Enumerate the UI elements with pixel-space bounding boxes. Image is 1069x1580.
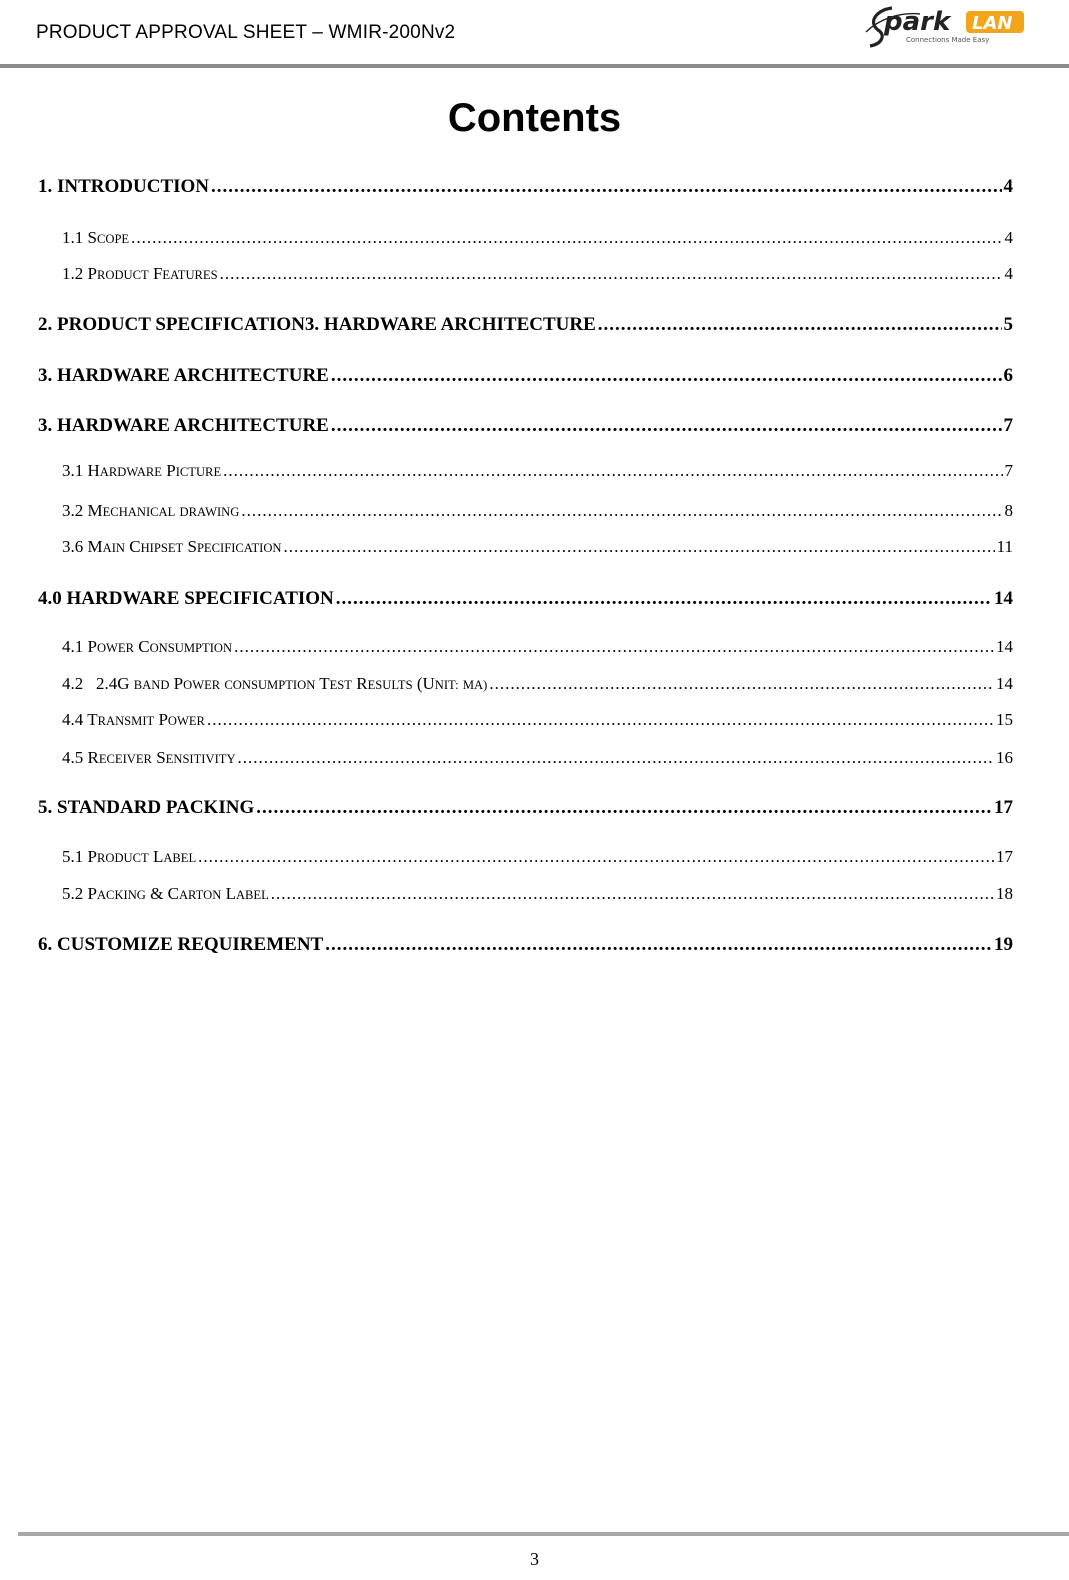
toc-leader-dots: [331, 365, 1002, 387]
toc-entry-page: 14: [996, 637, 1013, 656]
toc-entry[interactable]: [38, 637, 1013, 657]
toc-entry-text: PRODUCT FEATURES: [87, 264, 218, 283]
toc-leader-dots: [271, 884, 994, 904]
toc-entry-number: 3.2: [62, 501, 84, 520]
toc-leader-dots: [256, 797, 992, 819]
toc-entry-text: 2.4G BAND POWER CONSUMPTION TEST RESULTS (UNIT: MA): [96, 674, 488, 693]
toc-entry-number: 4.2: [62, 674, 84, 693]
toc-leader-dots: [598, 314, 1002, 336]
toc-entry-page: 16: [996, 748, 1013, 767]
toc-entry-page: 8: [1004, 501, 1013, 520]
toc-entry-page: 4: [1004, 228, 1013, 247]
toc-entry-label: [62, 228, 129, 248]
toc-entry-text: PRODUCT LABEL: [87, 847, 197, 866]
toc-entry[interactable]: [38, 748, 1013, 768]
toc-entry-number: 3.6: [62, 537, 84, 556]
toc-entry[interactable]: [38, 228, 1013, 248]
toc-entry-number: 4.1: [62, 637, 84, 656]
toc-entry-label: [38, 797, 254, 819]
toc-entry-number: 4.4: [62, 710, 84, 729]
toc-entry-label: [62, 637, 232, 657]
toc-leader-dots: [325, 934, 992, 956]
toc-entry[interactable]: [38, 176, 1013, 198]
page-number: 3: [530, 1549, 539, 1569]
toc-entry-text: CUSTOMIZE REQUIREMENT: [57, 934, 324, 955]
toc-entry-page: 11: [996, 537, 1013, 556]
toc-entry-text: PRODUCT SPECIFICATION3. HARDWARE ARCHITECTURE: [57, 314, 596, 335]
toc-leader-dots: [331, 415, 1002, 437]
toc-entry[interactable]: [38, 501, 1013, 521]
toc-entry-text: INTRODUCTION: [57, 176, 210, 197]
toc-entry[interactable]: [38, 674, 1013, 694]
toc-entry-text: HARDWARE PICTURE: [87, 461, 222, 480]
toc-entry[interactable]: [38, 264, 1013, 284]
toc-entry[interactable]: [38, 461, 1013, 481]
toc-entry-number: 6.: [38, 934, 53, 955]
toc-entry[interactable]: [38, 797, 1013, 819]
toc-leader-dots: [207, 710, 994, 730]
toc-leader-dots: [234, 637, 994, 657]
toc-entry[interactable]: [38, 847, 1013, 867]
toc-entry-number: 5.: [38, 797, 53, 818]
toc-entry-number: 1.2: [62, 264, 84, 283]
toc-entry-label: [38, 176, 209, 198]
toc-entry-label: [62, 710, 205, 730]
toc-entry[interactable]: [38, 365, 1013, 387]
toc-entry-label: [62, 537, 282, 557]
toc-leader-dots: [220, 264, 1003, 284]
toc-entry-number: 3.: [38, 415, 53, 436]
toc-entry-number: 5.2: [62, 884, 84, 903]
toc-entry[interactable]: [38, 314, 1013, 336]
toc-entry-page: 7: [1003, 415, 1013, 436]
toc-entry-text: HARDWARE ARCHITECTURE: [57, 415, 329, 436]
toc-entry-number: 4.5: [62, 748, 84, 767]
toc-entry[interactable]: [38, 537, 1013, 557]
toc-entry-page: 4: [1004, 264, 1013, 283]
toc-entry-page: 14: [996, 674, 1013, 693]
toc-entry-label: [38, 365, 329, 387]
toc-entry-page: 17: [994, 797, 1013, 818]
toc-entry-text: PACKING & CARTON LABEL: [87, 884, 269, 903]
toc-entry-label: [62, 461, 221, 481]
toc-entry-label: [62, 264, 218, 284]
toc-entry[interactable]: [38, 588, 1013, 610]
toc-entry-page: 4: [1003, 176, 1013, 197]
logo-tagline: Connections Made Easy: [906, 36, 990, 44]
logo-lan-text: LAN: [972, 13, 1013, 34]
toc-entry-label: [38, 314, 596, 336]
toc-entry-page: 18: [996, 884, 1013, 903]
toc-entry-number: 1.1: [62, 228, 84, 247]
toc-entry-label: [62, 748, 236, 768]
toc-entry-label: [38, 934, 323, 956]
toc-entry-page: 6: [1003, 365, 1013, 386]
toc-entry-page: 17: [996, 847, 1013, 866]
toc-leader-dots: [223, 461, 1002, 481]
toc-leader-dots: [238, 748, 994, 768]
toc-leader-dots: [198, 847, 994, 867]
toc-leader-dots: [241, 501, 1002, 521]
toc-entry-label: [38, 588, 334, 610]
toc-entry[interactable]: [38, 934, 1013, 956]
toc-entry-page: 5: [1003, 314, 1013, 335]
toc-entry-text: MECHANICAL DRAWING: [87, 501, 240, 520]
contents-title: Contents: [447, 96, 622, 140]
toc-entry-number: 3.1: [62, 461, 84, 480]
toc-entry-label: [62, 674, 487, 694]
toc-leader-dots: [336, 588, 992, 610]
toc-entry-number: 2.: [38, 314, 53, 335]
toc-leader-dots: [284, 537, 995, 557]
toc-entry-label: [62, 847, 196, 867]
toc-leader-dots: [211, 176, 1001, 198]
toc-leader-dots: [131, 228, 1002, 248]
toc-entry-number: 1.: [38, 176, 53, 197]
toc-entry-text: STANDARD PACKING: [57, 797, 255, 818]
toc-entry-page: 19: [994, 934, 1013, 955]
toc-entry[interactable]: [38, 884, 1013, 904]
sparklan-logo: [862, 4, 1030, 48]
toc-entry-label: [62, 884, 269, 904]
header-title: PRODUCT APPROVAL SHEET – WMIR-200Nv2: [36, 22, 456, 43]
toc-entry[interactable]: [38, 415, 1013, 437]
toc-entry-text: MAIN CHIPSET SPECIFICATION: [87, 537, 282, 556]
toc-entry-text: SCOPE: [87, 228, 130, 247]
toc-entry-text: RECEIVER SENSITIVITY: [87, 748, 236, 767]
toc-entry-text: HARDWARE SPECIFICATION: [66, 588, 334, 609]
toc-entry-number: 4.0: [38, 588, 62, 609]
toc-entry-number: 5.1: [62, 847, 84, 866]
toc-entry-text: POWER CONSUMPTION: [87, 637, 233, 656]
footer-rule: [18, 1532, 1069, 1536]
toc-entry-page: 7: [1004, 461, 1013, 480]
toc-entry-text: HARDWARE ARCHITECTURE: [57, 365, 329, 386]
toc-entry-number: 3.: [38, 365, 53, 386]
toc-entry[interactable]: [38, 710, 1013, 730]
toc-leader-dots: [489, 674, 994, 694]
toc-entry-page: 14: [994, 588, 1013, 609]
toc-entry-text: TRANSMIT POWER: [87, 710, 205, 729]
toc-entry-label: [38, 415, 329, 437]
svg-text:park: park: [884, 7, 951, 37]
header-rule: [0, 64, 1069, 68]
toc-entry-page: 15: [996, 710, 1013, 729]
toc-entry-label: [62, 501, 239, 521]
